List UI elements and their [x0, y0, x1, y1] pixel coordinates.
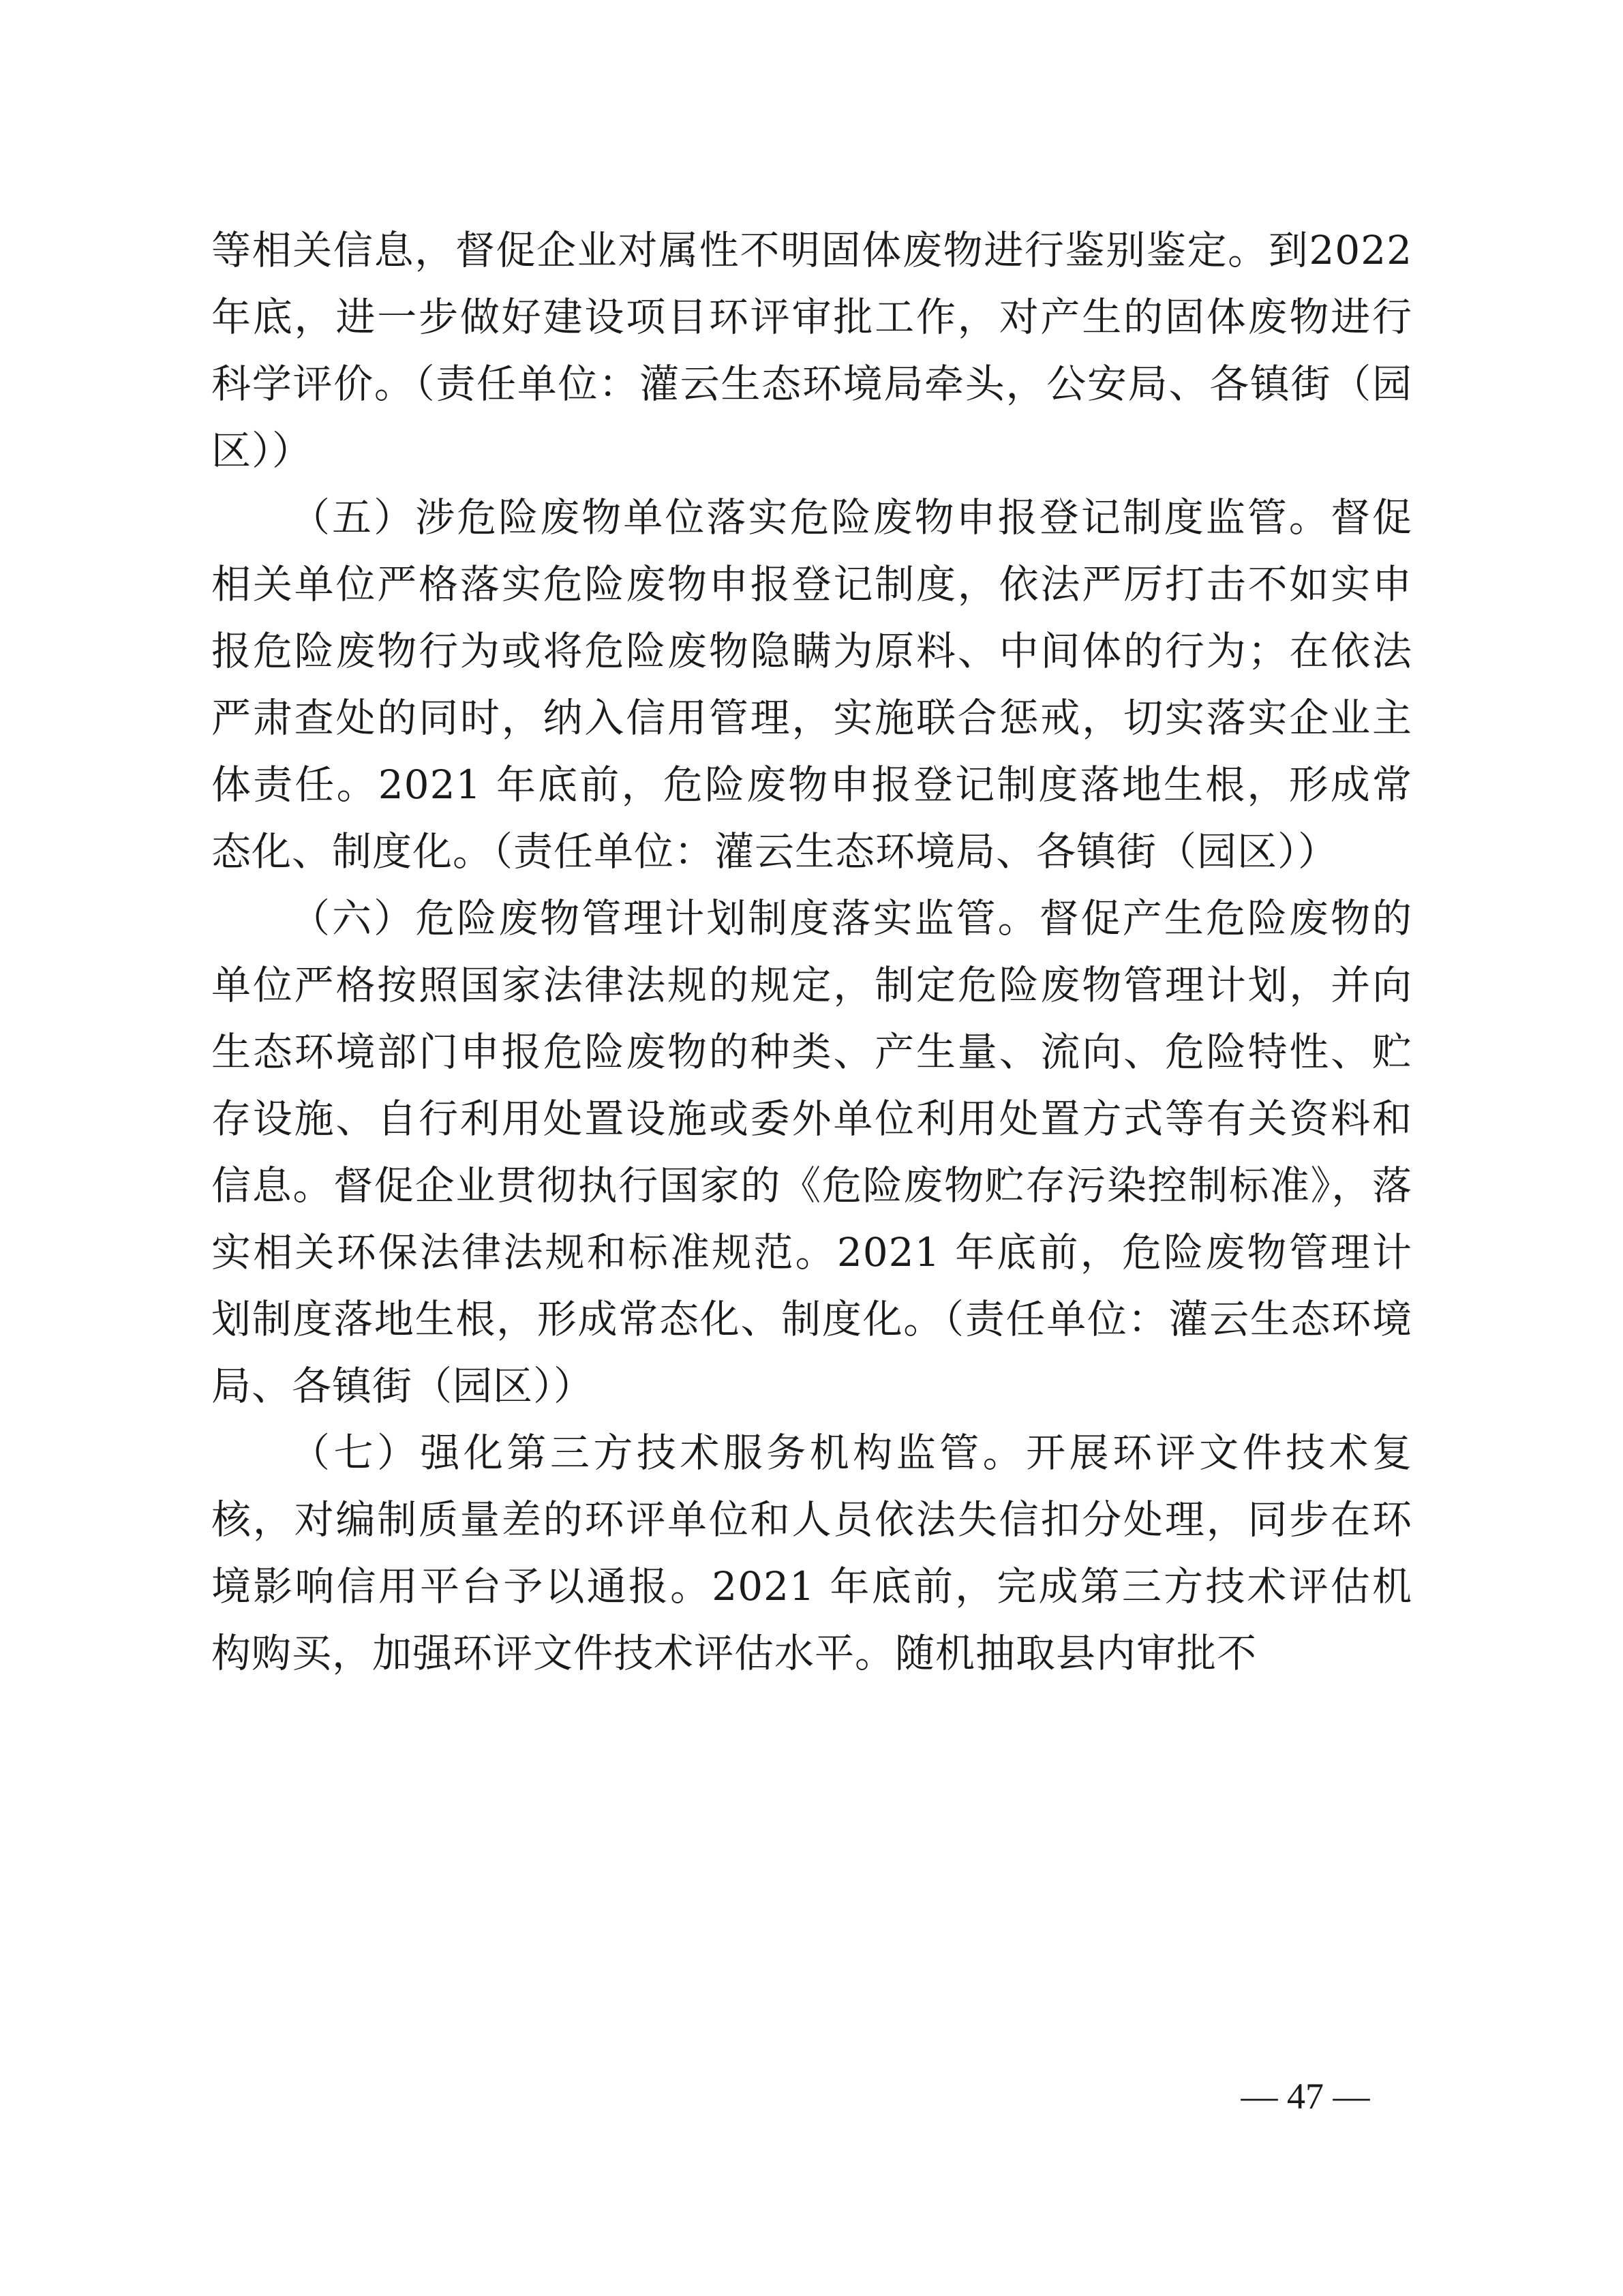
body-text: [211, 217, 1412, 1687]
paragraph-section-6: （六）危险废物管理计划制度落实监管。督促产生危险废物的单位严格按照国家法律法规的规定，制定危险废物管理计划，并向生态环境部门申报危险废物的种类、产生量、流向、危险特性、贮存设施、自行利用处置设施或委外单位利用处置方式等有关资料和信息。督促企业贯彻执行国家的《危险废物贮存污染控制标准》，落实相关环保法律法规和标准规范。2021 年底前，危险废物管理计划制度落地生根，形成常态化、制度化。（责任单位：灌云生态环境局、各镇街（园区））: [211, 895, 1412, 1409]
page-number: — 47 —: [1241, 2076, 1370, 2117]
paragraph-section-5: （五）涉危险废物单位落实危险废物申报登记制度监管。督促相关单位严格落实危险废物申报登记制度，依法严厉打击不如实申报危险废物行为或将危险废物隐瞒为原料、中间体的行为；在依法严肃查处的同时，纳入信用管理，实施联合惩戒，切实落实企业主体责任。2021 年底前，危险废物申报登记制度落地生根，形成常态化、制度化。（责任单位：灌云生态环境局、各镇街（园区））: [211, 494, 1412, 875]
paragraph-continuation: 等相关信息，督促企业对属性不明固体废物进行鉴别鉴定。到2022 年底，进一步做好建设项目环评审批工作，对产生的固体废物进行科学评价。（责任单位：灌云生态环境局牵头，公安局、各镇街（园区））: [211, 227, 1412, 474]
paragraph-section-7: （七）强化第三方技术服务机构监管。开展环评文件技术复核，对编制质量差的环评单位和人员依法失信扣分处理，同步在环境影响信用平台予以通报。2021 年底前，完成第三方技术评估机构购买，加强环评文件技术评估水平。随机抽取县内审批不: [211, 1430, 1412, 1676]
